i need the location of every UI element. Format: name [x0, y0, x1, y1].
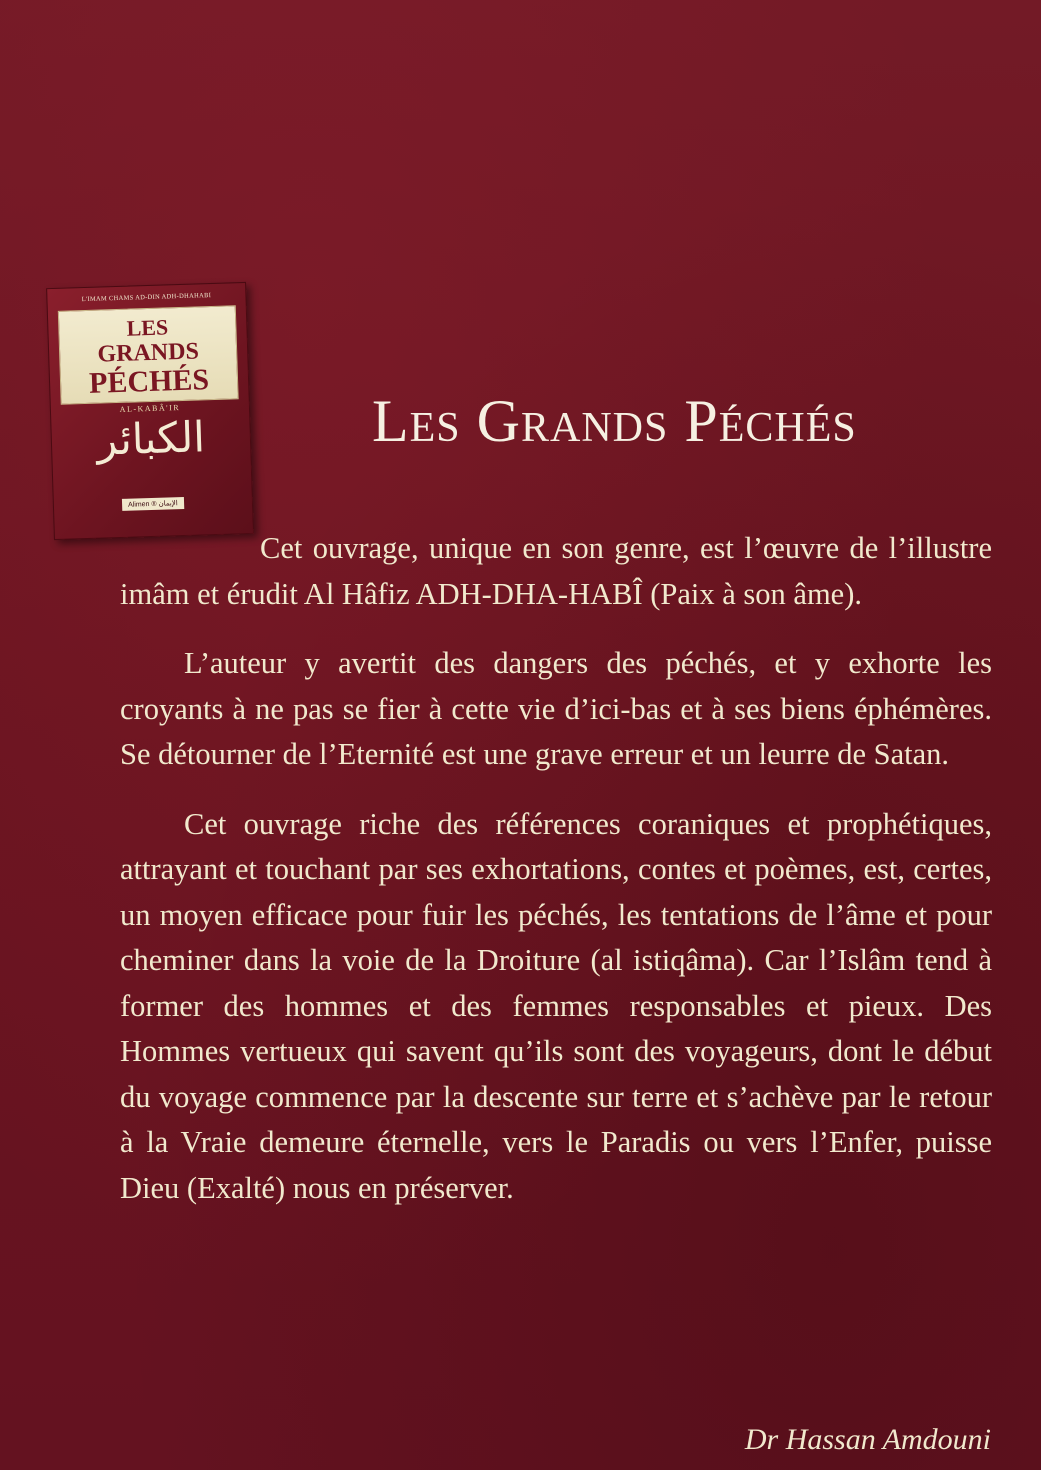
description-paragraph-3: Cet ouvrage riche des références coraniques et prophétiques, attrayant et touchant par ses exhortations, contes et poèmes, est, certes, un moyen efficace pour fuir les péchés, les tentations de l’âme et pour cheminer dans la voie de la Droiture (al istiqâma). Car l’Islâm tend à former des hommes et des femmes responsables et pieux. Des Hommes vertueux qui savent qu’ils sont des voyageurs, dont le début du voyage commence par la descente sur terre et s’achève par le retour à la Vraie demeure éternelle, vers le Paradis ou vers l’Enfer, puisse Dieu (Exalté) nous en préserver.	[120, 806, 992, 1205]
book-cover-publisher-logo: Alimen ® الإيمان	[122, 497, 184, 511]
author-signature: Dr Hassan Amdouni	[744, 1423, 991, 1456]
description-paragraph-2: L’auteur y avertit des dangers des péchés, et y exhorte les croyants à ne pas se fier à cette vie d’ici-bas et à ses biens éphémères. Se détourner de l’Eternité est une grave erreur et un leurre de Satan.	[120, 646, 992, 771]
book-cover-subtitle: AL-KABÂ'IR	[119, 403, 181, 414]
book-cover-title-line-2: GRANDS	[97, 338, 200, 368]
book-cover-title-panel	[58, 305, 239, 405]
description-paragraph-1: Cet ouvrage, unique en son genre, est l’œuvre de l’illustre imâm et érudit Al Hâfiz ADH-DHA-HABÎ (Paix à son âme).	[120, 531, 992, 611]
book-cover-title-line-3: PÉCHÉS	[88, 363, 210, 400]
book-cover-author: L'IMAM CHAMS AD-DIN ADH-DHAHABI	[81, 292, 212, 304]
book-cover-title-line-1: LES	[126, 314, 169, 341]
description-text	[120, 526, 992, 1211]
page-title: Les Grands Péchés	[372, 388, 857, 454]
book-cover-thumbnail	[46, 282, 254, 540]
book-cover-arabic-title: الكبائر	[96, 412, 206, 465]
